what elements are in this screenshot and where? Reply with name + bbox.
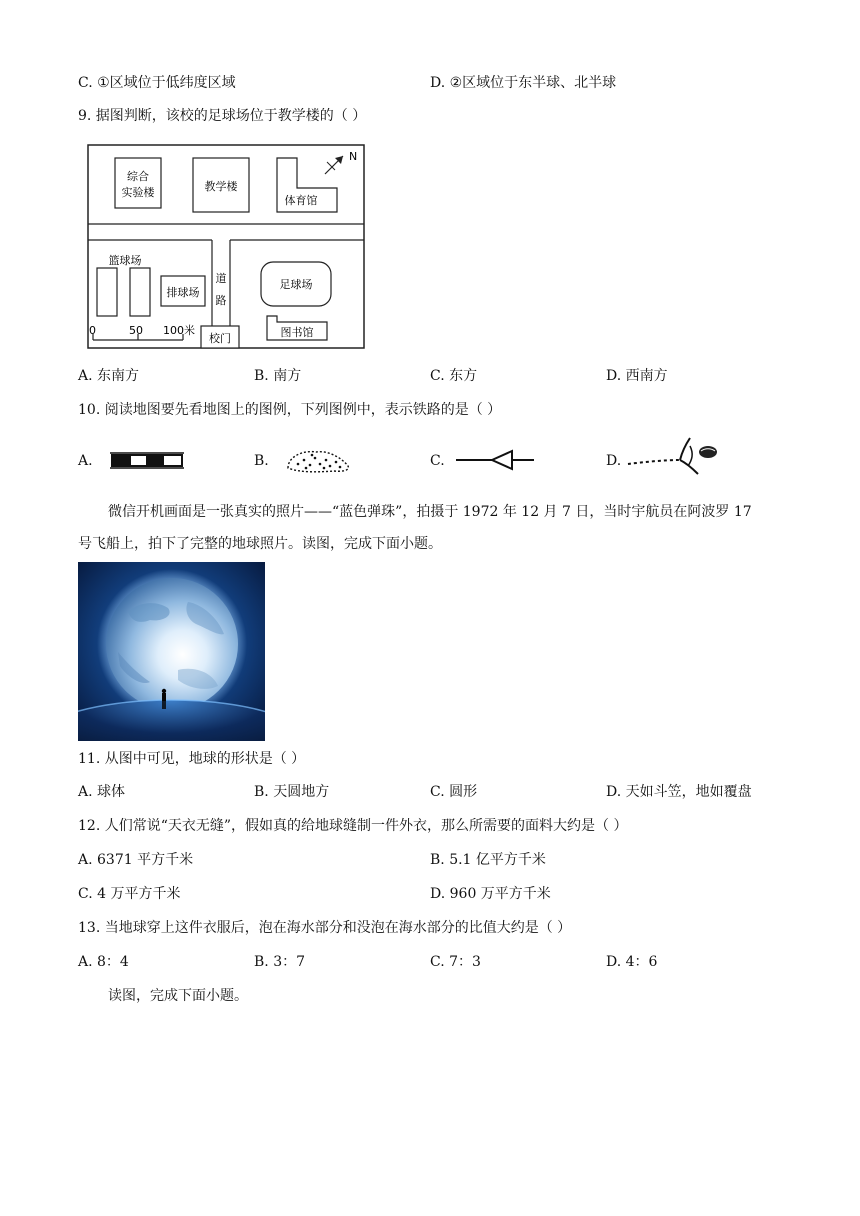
- passage-line-2: 号飞船上，拍下了完整的地球照片。读图，完成下面小题。: [78, 536, 442, 552]
- q13-option-b: B. 3：7: [254, 954, 306, 970]
- q8-option-d: D. ②区域位于东半球、北半球: [430, 75, 617, 91]
- river-symbol-icon: [624, 436, 724, 478]
- road-label-1: 道: [215, 272, 227, 285]
- passage-line-1: 微信开机画面是一张真实的照片——“蓝色弹珠”，拍摄于 1972 年 12 月 7 日，当时宇航员在阿波罗 17: [108, 504, 752, 520]
- closing-instruction: 读图，完成下面小题。: [108, 988, 248, 1004]
- q12-option-b: B. 5.1 亿平方千米: [430, 852, 546, 868]
- earth-photo: [78, 562, 265, 741]
- mountain-pass-symbol-icon: [456, 448, 536, 472]
- q9-stem: 9. 据图判断，该校的足球场位于教学楼的（ ）: [78, 108, 367, 124]
- q11-option-d: D. 天如斗笠，地如覆盘: [606, 784, 752, 800]
- teaching-label: 教学楼: [204, 180, 238, 193]
- q13-option-a: A. 8：4: [78, 954, 129, 970]
- gate-label: 校门: [209, 332, 231, 345]
- basketball-label: 篮球场: [108, 254, 142, 267]
- railway-symbol-icon: [110, 450, 184, 472]
- lab-building: [115, 158, 161, 208]
- lab-label-2: 实验楼: [121, 186, 155, 199]
- q12-stem: 12. 人们常说“天衣无缝”，假如真的给地球缝制一件外衣，那么所需要的面料大约是（ ）: [78, 818, 628, 834]
- football-label: 足球场: [279, 278, 313, 291]
- volleyball-label: 排球场: [166, 286, 200, 299]
- basketball-court-1: [97, 268, 117, 316]
- q11-stem: 11. 从图中可见，地球的形状是（ ）: [78, 751, 306, 767]
- gym-label: 体育馆: [284, 194, 318, 207]
- q12-option-a: A. 6371 平方千米: [78, 852, 194, 868]
- scale-0: 0: [89, 324, 96, 337]
- lab-label-1: 综合: [127, 170, 149, 183]
- q10-option-a: A.: [78, 453, 93, 469]
- q12-option-d: D. 960 万平方千米: [430, 886, 551, 902]
- north-label: N: [349, 150, 358, 163]
- q10-option-c: C.: [430, 453, 445, 469]
- q11-option-a: A. 球体: [78, 784, 126, 800]
- scale-50: 50: [129, 324, 143, 337]
- q9-option-d: D. 西南方: [606, 368, 668, 384]
- q11-option-c: C. 圆形: [430, 784, 478, 800]
- basketball-court-2: [130, 268, 150, 316]
- sand-area-symbol-icon: [284, 446, 352, 474]
- q13-option-c: C. 7：3: [430, 954, 481, 970]
- library-label: 图书馆: [280, 326, 314, 339]
- q9-option-c: C. 东方: [430, 368, 478, 384]
- q10-option-b: B.: [254, 453, 269, 469]
- q9-option-b: B. 南方: [254, 368, 302, 384]
- scale-100: 100米: [163, 324, 195, 337]
- q9-option-a: A. 东南方: [78, 368, 140, 384]
- school-map: [87, 144, 367, 350]
- q11-option-b: B. 天圆地方: [254, 784, 330, 800]
- q8-option-c: C. ①区域位于低纬度区域: [78, 75, 236, 91]
- q10-option-d: D.: [606, 453, 622, 469]
- q13-stem: 13. 当地球穿上这件衣服后，泡在海水部分和没泡在海水部分的比值大约是（ ）: [78, 920, 572, 936]
- road-label-2: 路: [215, 294, 227, 307]
- q12-option-c: C. 4 万平方千米: [78, 886, 181, 902]
- q10-stem: 10. 阅读地图要先看地图上的图例，下列图例中，表示铁路的是（ ）: [78, 402, 502, 418]
- q13-option-d: D. 4：6: [606, 954, 658, 970]
